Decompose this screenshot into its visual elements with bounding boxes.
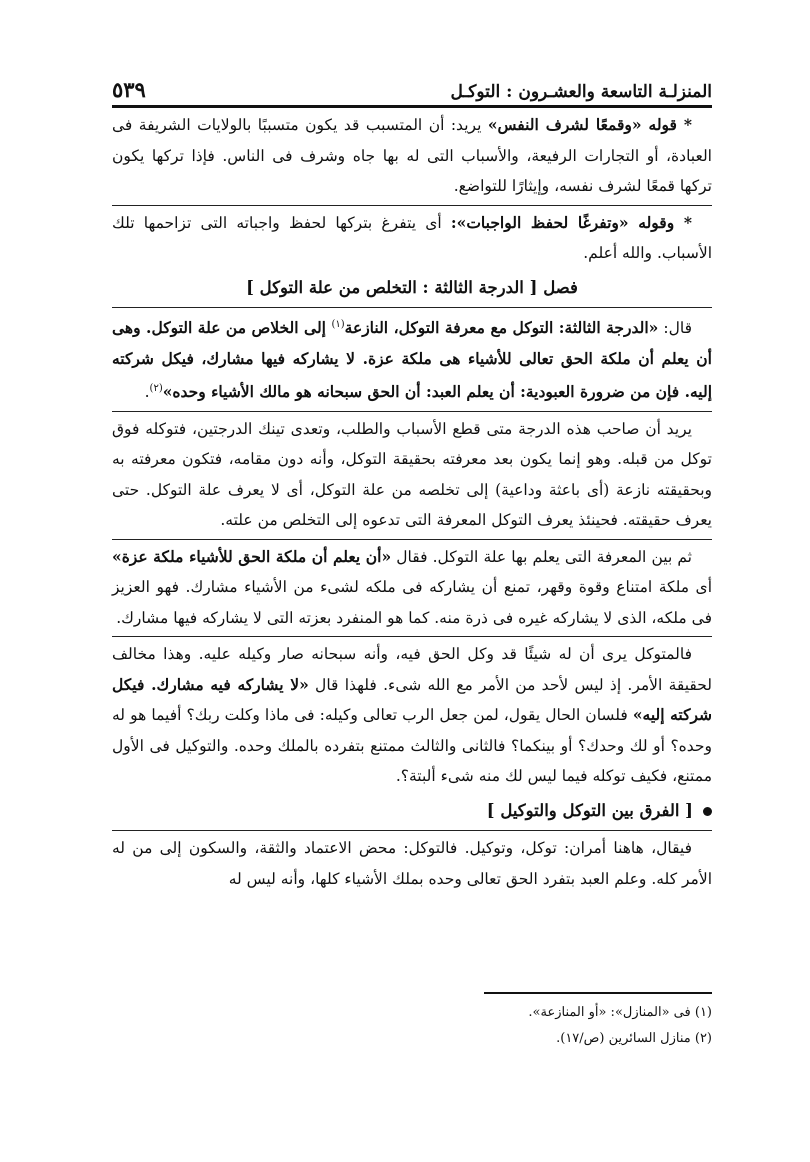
paragraph-2 xyxy=(112,208,712,269)
footnotes xyxy=(360,1000,712,1052)
paragraph-7: فيقال، هاهنا أمران: توكل، وتوكيل. فالتوكل: محض الاعتماد والثقة، والسكون إلى من له الأمر كله. وعلم العبد بتفرد الحق تعالى وحده بملك الأشياء كلها، وأنه ليس له xyxy=(112,839,712,888)
footnote-2: (٢) منازل السائرين (ص/١٧). xyxy=(556,1031,712,1046)
page-number: ٥٣٩ xyxy=(112,77,146,102)
paragraph-text: يريد: أن المتسبب قد يكون متسببًا بالولايات الشريفة فى العبادة، أو التجارات الرفيعة، والأسباب التى له بها جاه وشرف فى الناس. فإذا تركها يكون تركها قمعًا لشرف نفسه، وإيثارًا للتواضع. xyxy=(112,116,712,195)
footnote-1: (١) فى «المنازل»: «أو المنازعة». xyxy=(528,1005,712,1020)
punctuation: . xyxy=(144,383,150,402)
separator-line xyxy=(112,636,712,637)
quote: إلى الخلاص من علة التوكل. وهى أن يعلم أن ملكة الحق تعالى للأشياء هى ملكة عزة. لا يشاركه فيها مشارك، فيكل شركته إليه. فإن من ضرورة العبودية: أن يعلم العبد: أن الحق سبحانه هو مالك الأشياء وحده» xyxy=(112,318,712,402)
header-rule xyxy=(112,105,712,108)
section-heading: فصل [ الدرجة الثالثة : التخلص من علة التوكل ] xyxy=(246,277,578,297)
paragraph-lead: قال: xyxy=(658,319,692,338)
paragraph-text: أى يتفرغ بتركها لحفظ واجباته التى تزاحمها تلك الأسباب. والله أعلم. xyxy=(112,213,712,262)
separator-line xyxy=(112,411,712,412)
paragraph-1 xyxy=(112,110,712,202)
subheading xyxy=(112,796,712,827)
footnote-ref: (١) xyxy=(331,319,345,330)
quote: «لا يشاركه فيه مشارك. فيكل شركته إليه» xyxy=(112,674,713,725)
quote: «أن يعلم أن ملكة الحق للأشياء ملكة عزة» xyxy=(112,546,392,566)
separator-line xyxy=(112,539,712,540)
paragraph-5 xyxy=(112,542,712,634)
subheading-text: [ الفرق بين التوكل والتوكيل ] xyxy=(486,800,693,820)
page-body xyxy=(112,110,712,894)
separator-line xyxy=(112,205,712,206)
quote: «الدرجة الثالثة: التوكل مع معرفة التوكل، النازعة xyxy=(344,318,659,338)
bullet-icon xyxy=(703,807,712,816)
page-header xyxy=(112,72,712,102)
footnote-rule xyxy=(484,992,712,994)
paragraph-3 xyxy=(112,310,712,408)
paragraph-text: فالمتوكل يرى أن له شيئًا قد وكل الحق فيه، وأنه سبحانه صار وكيله عليه. وهذا مخالف لحقيقة الأمر. إذ ليس لأحد من الأمر مع الله شىء. فلهذا قال xyxy=(112,645,712,694)
running-title: المنزلـة التاسعة والعشـرون : التوكـل xyxy=(450,82,712,102)
footnote-ref: (٢) xyxy=(149,383,163,395)
paragraph-text: أى ملكة امتناع وقوة وقهر، تمنع أن يشاركه فى ملكه لشىء من الأشياء مشارك. فهو العزيز فى ملكه، الذى لا يشاركه غيره فى ذرة منه. كما هو المنفرد بعزته التى لا يشاركه فيها مشارك. xyxy=(112,578,712,627)
paragraph-text: ثم بين المعرفة التى يعلم بها علة التوكل. فقال xyxy=(391,547,692,566)
separator-line xyxy=(112,307,712,308)
quote: * قوله «وقمعًا لشرف النفس» xyxy=(487,115,692,134)
paragraph-4: يريد أن صاحب هذه الدرجة متى قطع الأسباب والطلب، وتعدى تينك الدرجتين، فتوكله فوق توكل من قبله. وهو إنما يكون بعد معرفته بحقيقة التوكل، وأنه دون مقامه، فتكون معرفته به وبحقيقته نازعة (أى باعثة وداعية) إلى تخلصه من علة التوكل، أى لا يعرف علة التوكل. حتى يعرف حقيقته. فحينئذ يعرف التوكل المعرفة التى تدعوه إلى التخلص من علته. xyxy=(112,419,712,530)
paragraph-text: فلسان الحال يقول، لمن جعل الرب تعالى وكيله: فى ماذا وكلت ربك؟ أفيما هو له وحده؟ أو لك وحدك؟ أو بينكما؟ فالثانى والثالث ممتنع بتفرده بالملك وحده. والتوكيل فى الأول ممتنع، فكيف توكله فيما ليس لك منه شىء ألبتة؟. xyxy=(112,706,712,786)
separator-line xyxy=(112,830,712,831)
quote: * وقوله «وتفرغًا لحفظ الواجبات»: xyxy=(450,212,692,232)
paragraph-6 xyxy=(112,639,712,792)
